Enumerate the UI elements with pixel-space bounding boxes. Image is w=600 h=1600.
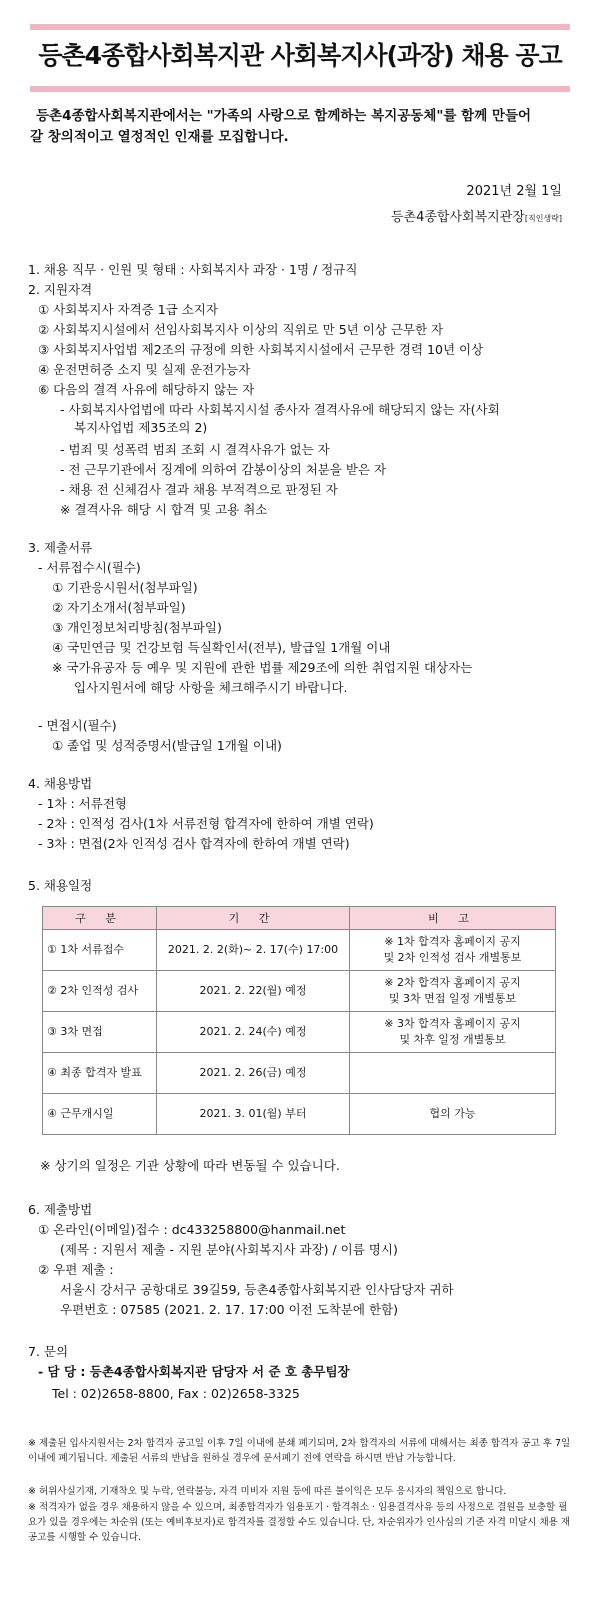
section-4-heading: 4. 채용방법 <box>28 776 93 791</box>
row-name: ④ 최종 합격자 발표 <box>43 1053 157 1094</box>
top-pink-bar <box>30 24 570 30</box>
docs-note-1: ※ 국가유공자 등 예우 및 지원에 관한 법률 제29조에 의한 취업지원 대상자는 <box>52 660 473 675</box>
disq-3: - 전 근무기관에서 징계에 의하여 감봉이상의 처분을 받은 자 <box>60 462 387 477</box>
row-note-line-1: ※ 1차 합격자 홈페이지 공지 <box>384 935 521 948</box>
row-period: 2021. 2. 26(금) 예정 <box>157 1053 350 1094</box>
contact-phone-fax: Tel : 02)2658-8800, Fax : 02)2658-3325 <box>52 1386 300 1401</box>
submit-online-subject: (제목 : 지원서 제출 - 지원 분야(사회복지사 과장) / 이름 명시) <box>60 1242 398 1257</box>
table-row <box>43 1053 556 1094</box>
header-note: 비 고 <box>350 907 556 930</box>
row-note-line-1: 협의 가능 <box>429 1107 476 1120</box>
row-name: ④ 근무개시일 <box>43 1094 157 1135</box>
row-period: 2021. 2. 22(월) 예정 <box>157 971 350 1012</box>
schedule-table <box>42 906 556 1135</box>
doc-3: ③ 개인정보처리방침(첨부파일) <box>52 620 222 635</box>
org-seal: [직인생략] <box>524 214 562 223</box>
row-period: 2021. 3. 01(월) 부터 <box>157 1094 350 1135</box>
docs-note-2: 입사지원서에 해당 사항을 체크해주시기 바랍니다. <box>74 680 348 695</box>
disq-2: - 범죄 및 성폭력 범죄 조회 시 결격사유가 없는 자 <box>60 442 330 457</box>
section-7-heading: 7. 문의 <box>28 1344 69 1359</box>
qual-4: ④ 운전면허증 소지 및 실제 운전가능자 <box>38 362 251 377</box>
header-period: 기 간 <box>157 907 350 930</box>
footnote-2: ※ 허위사실기재, 기재착오 및 누락, 연락불능, 자격 미비자 지원 등에 따른 불이익은 모두 응시자의 책임으로 합니다. <box>28 1486 507 1497</box>
disq-1a: - 사회복지사업법에 따라 사회복지시설 종사자 결격사유에 해당되지 않는 자(사회 <box>60 402 500 417</box>
org-name: 등촌4종합사회복지관장 <box>390 210 525 225</box>
qual-6: ⑥ 다음의 결격 사유에 해당하지 않는 자 <box>38 382 255 397</box>
submit-mail: ② 우편 제출 : <box>38 1262 114 1277</box>
doc-interview-1: ① 졸업 및 성적증명서(발급일 1개월 이내) <box>52 738 282 753</box>
doc-2: ② 자기소개서(첨부파일) <box>52 600 186 615</box>
row-note-line-1: ※ 3차 합격자 홈페이지 공지 <box>384 1017 521 1030</box>
schedule-note: ※ 상기의 일정은 기관 상황에 따라 변동될 수 있습니다. <box>40 1158 340 1173</box>
section-1: 1. 채용 직무 · 인원 및 형태 : 사회복지사 과장 · 1명 / 정규직 <box>28 262 358 277</box>
row-period: 2021. 2. 2(화)~ 2. 17(수) 17:00 <box>157 930 350 971</box>
doc-1: ① 기관응시원서(첨부파일) <box>52 580 198 595</box>
footnote-3: ※ 적격자가 없을 경우 채용하지 않을 수 있으며, 최종합격자가 임용포기 · 합격취소 · 임용결격사유 등의 사정으로 결원을 보충할 필요가 있을 경우에는 차순위 (또는 예비후보자)로 합격자를 결정할 수도 있습니다. 단, 차순위자가 인사심의 기준 자격 미달시 채용 재공고를 시행할 수 있습니다. <box>28 1502 570 1543</box>
doc-4: ④ 국민연금 및 건강보험 득실확인서(전부), 발급일 1개월 이내 <box>52 640 391 655</box>
header-category: 구 분 <box>43 907 157 930</box>
row-name: ③ 3차 면접 <box>43 1012 157 1053</box>
row-name: ① 1차 서류접수 <box>43 930 157 971</box>
section-3-heading: 3. 제출서류 <box>28 540 93 555</box>
table-row <box>43 930 556 971</box>
disq-4: - 채용 전 신체검사 결과 채용 부적격으로 판정된 자 <box>60 482 338 497</box>
notice-date: 2021년 2월 1일 <box>466 184 562 199</box>
docs-interview-heading: - 면접시(필수) <box>38 718 117 733</box>
row-note-line-1: ※ 2차 합격자 홈페이지 공지 <box>384 976 521 989</box>
method-1: - 1차 : 서류전형 <box>38 796 127 811</box>
disq-1b: 복지사업법 제35조의 2) <box>74 420 208 435</box>
table-row <box>43 1094 556 1135</box>
row-name: ② 2차 인적성 검사 <box>43 971 157 1012</box>
qual-3: ③ 사회복지사업법 제2조의 규정에 의한 사회복지시설에서 근무한 경력 10년 이상 <box>38 342 484 357</box>
submit-mail-address: 서울시 강서구 공항대로 39길59, 등촌4종합사회복지관 인사담당자 귀하 <box>60 1282 454 1297</box>
footnote-1: ※ 제출된 입사지원서는 2차 합격자 공고일 이후 7일 이내에 분쇄 폐기되며, 2차 합격자의 서류에 대해서는 최종 합격자 공고 후 7일 이내에 폐기됩니다. 제출된 서류의 반납을 원하실 경우에 문서폐기 전에 연락을 하시면 반납 가능합니다. <box>28 1438 571 1464</box>
bottom-pink-bar <box>30 86 570 92</box>
row-note <box>350 971 556 1012</box>
row-note <box>350 1053 556 1094</box>
qual-1: ① 사회복지사 자격증 1급 소지자 <box>38 302 218 317</box>
section-6-heading: 6. 제출방법 <box>28 1202 93 1217</box>
row-note-line-2: 및 3차 면접 일정 개별통보 <box>388 992 517 1005</box>
intro-line-2: 갈 창의적이고 열정적인 인재를 모집합니다. <box>30 129 289 145</box>
row-period: 2021. 2. 24(수) 예정 <box>157 1012 350 1053</box>
qual-2: ② 사회복지시설에서 선임사회복지사 이상의 직위로 만 5년 이상 근무한 자 <box>38 322 444 337</box>
submit-online: ① 온라인(이메일)접수 : dc433258800@hanmail.net <box>38 1222 346 1237</box>
table-header-row <box>43 907 556 930</box>
contact-person: - 담 당 : 등촌4종합사회복지관 담당자 서 준 호 총무팀장 <box>38 1364 350 1379</box>
intro-text <box>30 106 578 148</box>
row-note <box>350 930 556 971</box>
row-note-line-2: 및 차후 일정 개별통보 <box>399 1033 506 1046</box>
section-2-heading: 2. 지원자격 <box>28 282 93 297</box>
section-5-heading: 5. 채용일정 <box>28 878 93 893</box>
table-row <box>43 971 556 1012</box>
docs-apply-heading: - 서류접수시(필수) <box>38 560 141 575</box>
table-row <box>43 1012 556 1053</box>
page-title: 등촌4종합사회복지관 사회복지사(과장) 채용 공고 <box>38 41 562 70</box>
disq-note: ※ 결격사유 해당 시 합격 및 고용 취소 <box>60 502 268 517</box>
organization-signature <box>391 206 562 225</box>
row-note-line-2: 및 2차 인적성 검사 개별통보 <box>383 951 522 964</box>
submit-mail-postcode: 우편번호 : 07585 (2021. 2. 17. 17:00 이전 도착분에 한함) <box>60 1302 399 1317</box>
row-note <box>350 1012 556 1053</box>
method-2: - 2차 : 인적성 검사(1차 서류전형 합격자에 한하여 개별 연락) <box>38 816 374 831</box>
intro-line-1: 등촌4종합사회복지관에서는 "가족의 사랑으로 함께하는 복지공동체"를 함께 만들어 <box>36 108 532 124</box>
method-3: - 3차 : 면접(2차 인적성 검사 합격자에 한하여 개별 연락) <box>38 836 350 851</box>
row-note <box>350 1094 556 1135</box>
